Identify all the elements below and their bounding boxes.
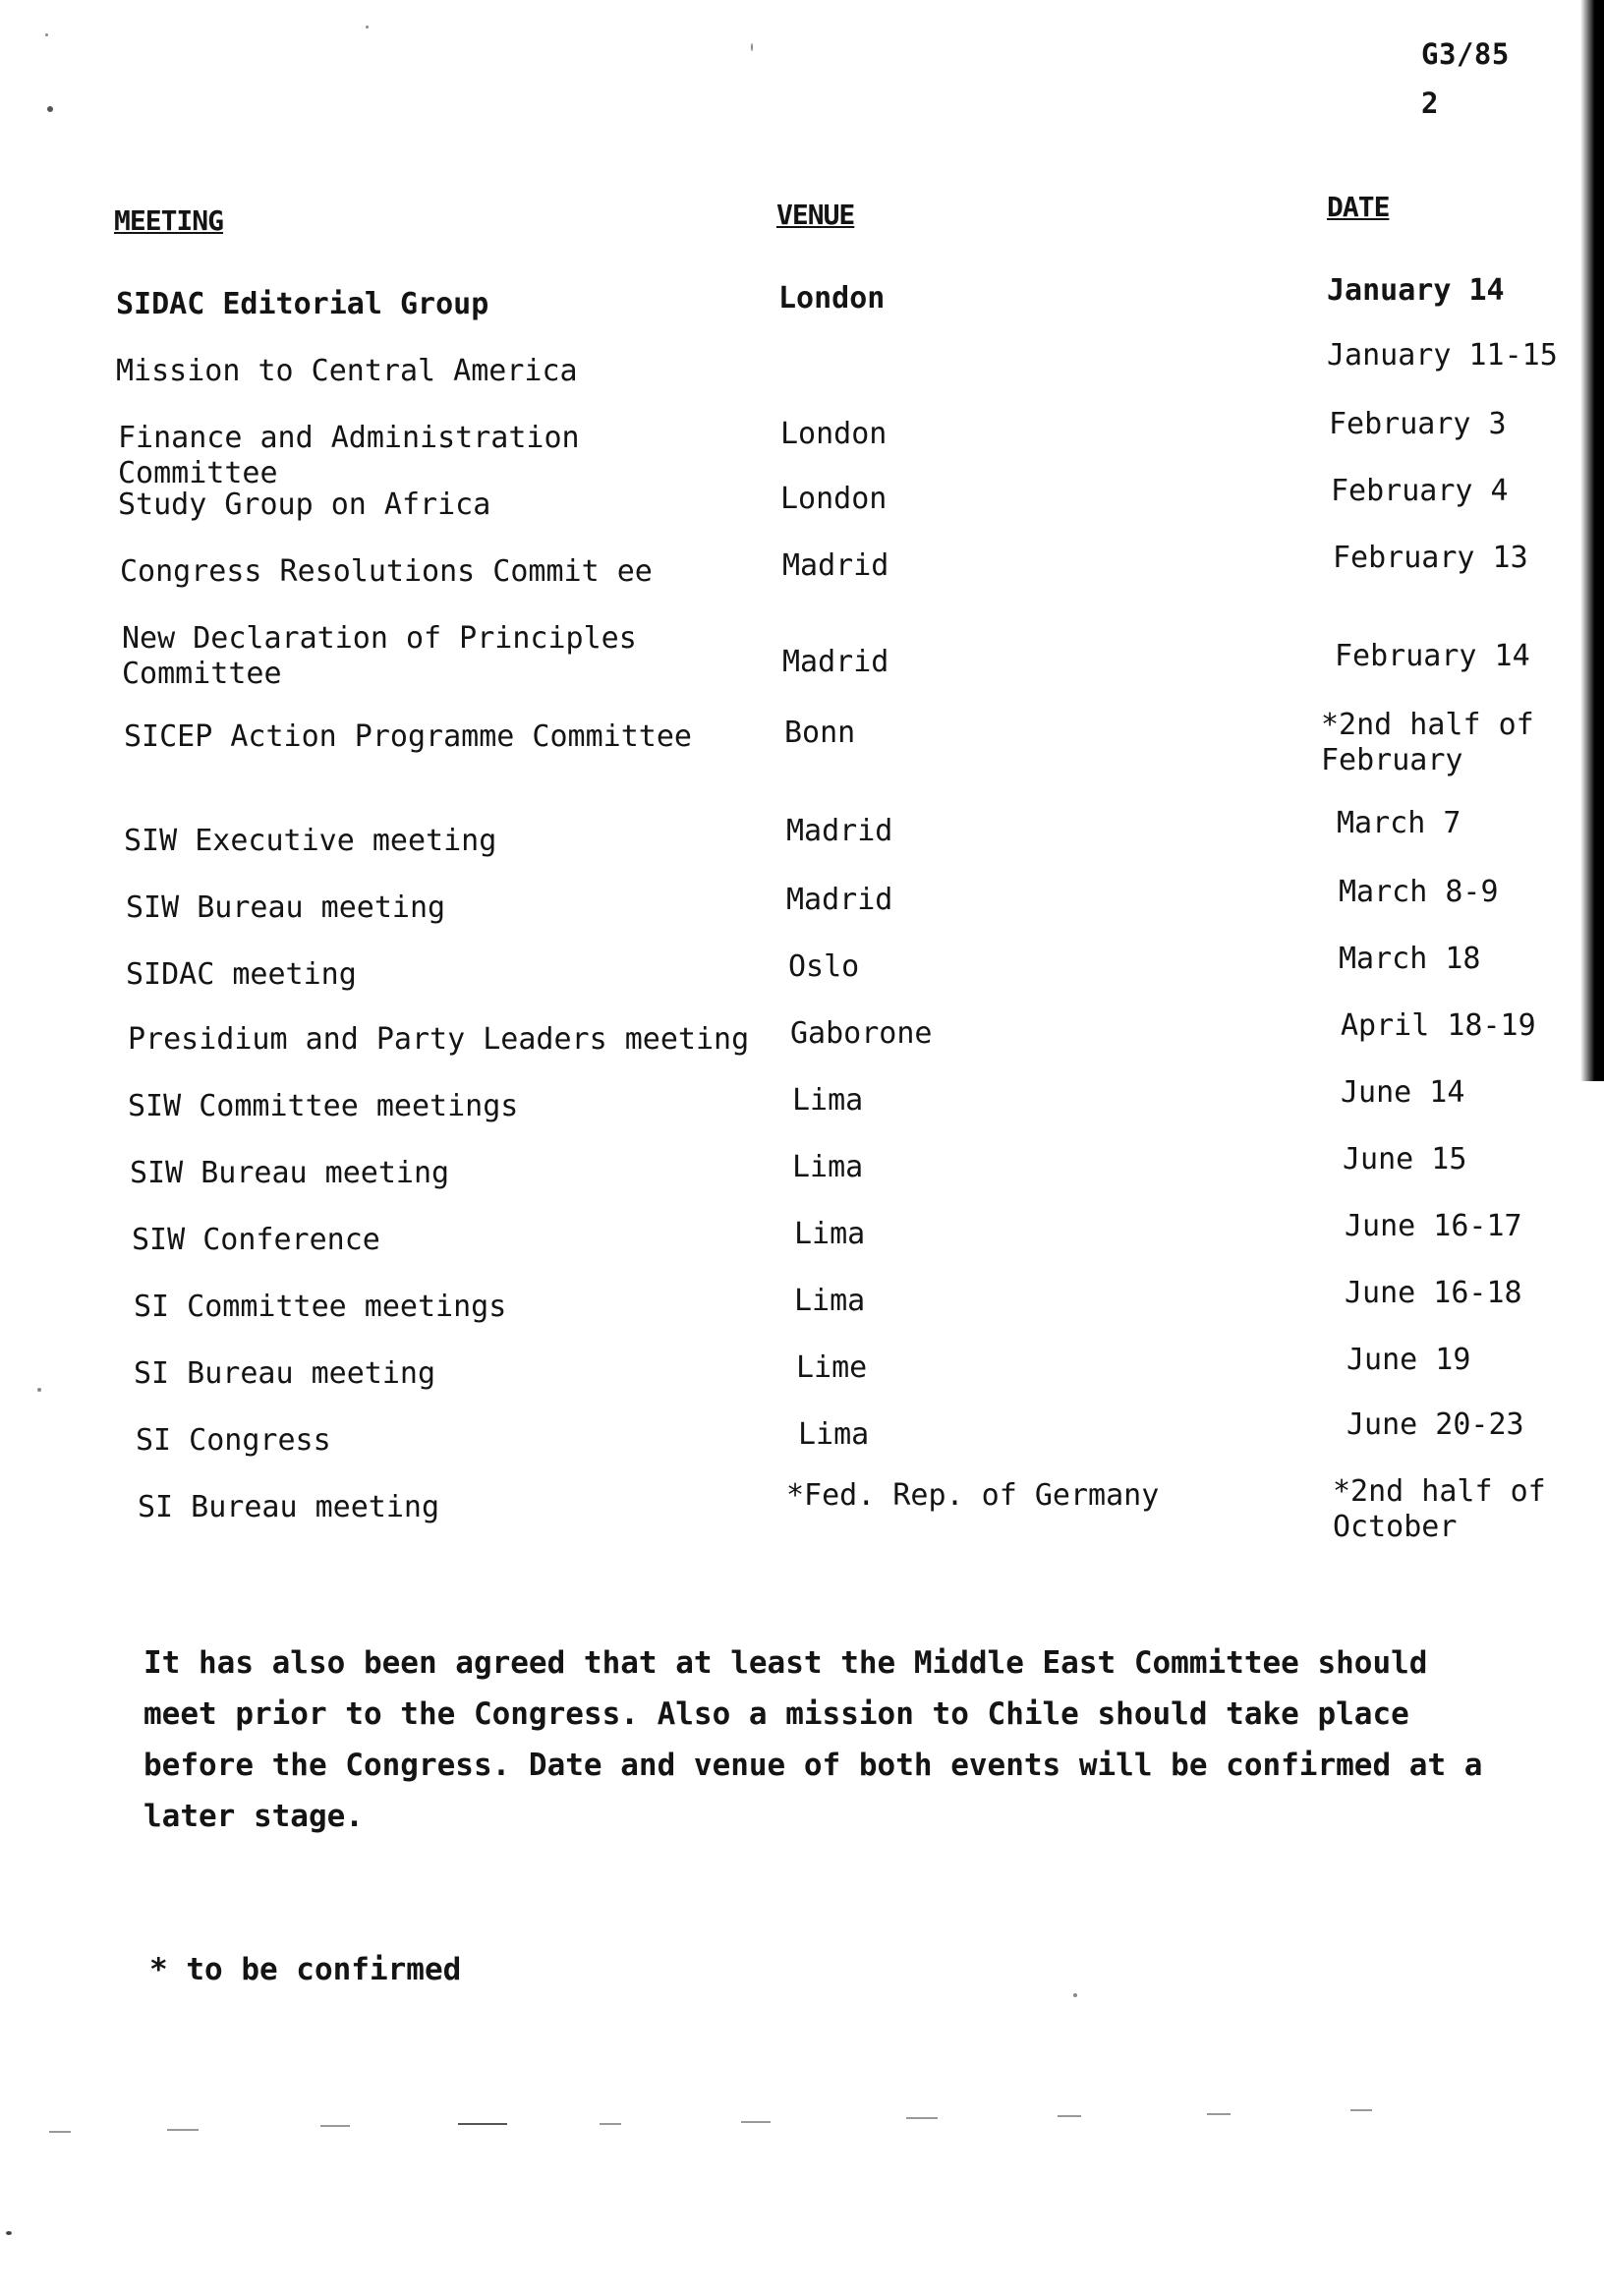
meeting-date: June 16-18 [1345, 1276, 1522, 1310]
scan-edge-shadow [1580, 0, 1604, 1081]
meeting-venue: Oslo [788, 949, 860, 984]
scan-speck [751, 43, 753, 51]
note-paragraph: It has also been agreed that at least the Middle East Committee should meet prior to the Congress. Also a mission to Chile should take place before the Congress. Date and venue of both events will be confirmed at a later stage. [143, 1645, 1483, 1834]
scan-artifact-line [458, 2123, 507, 2125]
meeting-date: February 14 [1335, 639, 1530, 673]
scan-artifact-line [600, 2123, 621, 2125]
meeting-name: SICEP Action Programme Committee [124, 719, 692, 754]
meeting-date: *2nd half of February [1321, 708, 1534, 777]
meeting-venue: Lima [792, 1083, 864, 1118]
column-header-venue: VENUE [776, 199, 855, 231]
meeting-venue: Madrid [786, 814, 893, 848]
meeting-name: SIW Bureau meeting [126, 890, 446, 925]
meeting-venue: Lime [796, 1350, 868, 1385]
scan-artifact-line [320, 2125, 350, 2127]
footnote-to-be-confirmed: * to be confirmed [149, 1952, 462, 1987]
scan-speck [45, 33, 48, 36]
meeting-venue: Madrid [782, 645, 889, 679]
meeting-date: June 15 [1343, 1142, 1467, 1177]
column-header-date: DATE [1327, 191, 1390, 223]
meeting-date: June 20-23 [1346, 1407, 1524, 1442]
column-header-meeting: MEETING [114, 204, 224, 237]
meeting-date: June 19 [1346, 1343, 1471, 1377]
meeting-name: SI Congress [136, 1423, 331, 1458]
scan-speck [6, 2231, 12, 2235]
meeting-name: Presidium and Party Leaders meeting [128, 1022, 750, 1057]
meeting-date: June 14 [1341, 1075, 1465, 1110]
meeting-name: SI Bureau meeting [134, 1356, 436, 1391]
meeting-name: SIW Bureau meeting [130, 1156, 450, 1190]
meeting-venue: Gaborone [790, 1016, 933, 1051]
meeting-name: Finance and Administration Committee [118, 421, 580, 490]
meeting-date: April 18-19 [1341, 1008, 1536, 1043]
meeting-name: SIW Committee meetings [128, 1089, 519, 1123]
meeting-venue: Madrid [786, 883, 893, 917]
document-reference: G3/85 [1421, 37, 1510, 71]
meeting-name: SIDAC Editorial Group [116, 287, 489, 321]
meeting-date: June 16-17 [1345, 1209, 1522, 1243]
page-number: 2 [1421, 86, 1439, 120]
meeting-name: SI Bureau meeting [138, 1490, 440, 1524]
meeting-venue: Madrid [782, 548, 889, 583]
meeting-venue: *Fed. Rep. of Germany [786, 1478, 1160, 1513]
meeting-date: *2nd half of October [1333, 1474, 1546, 1544]
scan-artifact-line [49, 2131, 71, 2133]
meeting-date: February 3 [1329, 407, 1507, 441]
scan-artifact-line [906, 2117, 938, 2119]
meeting-venue: Bonn [784, 716, 856, 750]
meeting-name: Congress Resolutions Commit ee [120, 554, 653, 589]
scan-speck [1073, 1993, 1077, 1997]
meeting-date: February 4 [1331, 474, 1509, 508]
meeting-venue: London [780, 482, 888, 516]
meeting-name: SIDAC meeting [126, 957, 357, 992]
meeting-date: March 8-9 [1339, 875, 1499, 909]
meeting-date: January 11-15 [1327, 338, 1558, 373]
meeting-name: Mission to Central America [116, 354, 578, 388]
scan-speck [47, 106, 53, 112]
scan-artifact-line [741, 2121, 771, 2123]
scan-artifact-line [1207, 2113, 1231, 2115]
meeting-name: Study Group on Africa [118, 488, 491, 522]
meeting-name: New Declaration of Principles Committee [122, 621, 637, 691]
meeting-date: January 14 [1327, 273, 1505, 308]
meeting-name: SIW Executive meeting [124, 824, 497, 858]
meeting-venue: London [778, 281, 886, 316]
meeting-venue: Lima [792, 1150, 864, 1184]
meeting-venue: Lima [798, 1417, 870, 1452]
scan-artifact-line [1350, 2109, 1372, 2111]
scan-speck [37, 1388, 41, 1392]
meeting-venue: Lima [794, 1284, 866, 1318]
meeting-name: SIW Conference [132, 1223, 380, 1257]
meeting-venue: London [780, 417, 888, 451]
scan-artifact-line [1058, 2115, 1081, 2117]
meeting-date: February 13 [1333, 541, 1528, 575]
meeting-name: SI Committee meetings [134, 1290, 507, 1324]
meeting-date: March 18 [1339, 942, 1481, 976]
scan-artifact-line [167, 2129, 199, 2131]
scan-speck [366, 26, 369, 29]
meeting-venue: Lima [794, 1217, 866, 1251]
meeting-date: March 7 [1337, 806, 1461, 840]
